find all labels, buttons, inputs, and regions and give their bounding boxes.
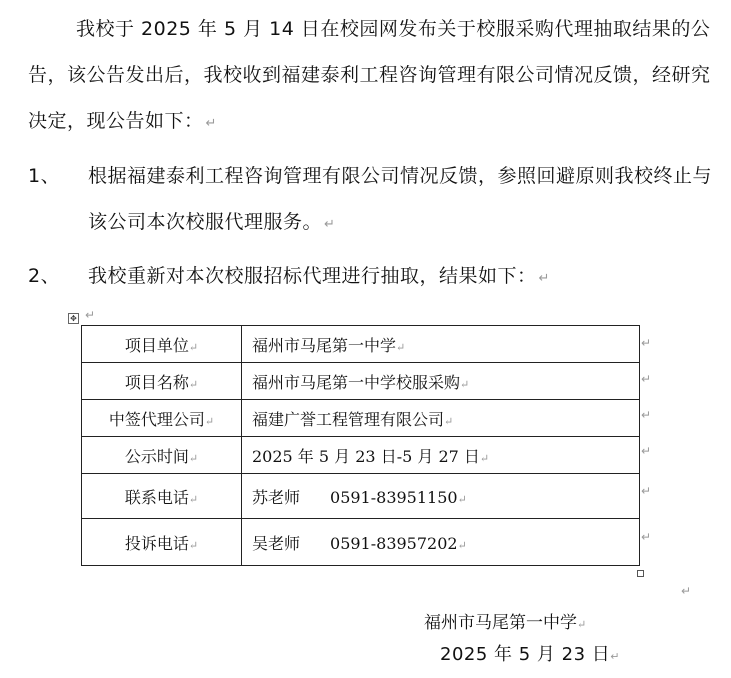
notice-item-text: 根据福建泰利工程咨询管理有限公司情况反馈，参照回避原则我校终止与该公司本次校服代理服务。 ↵ [88,165,713,233]
paragraph-mark-icon: ↵ [205,116,217,131]
row-end-mark-icon: ↵ [641,530,652,544]
row-end-mark-icon: ↵ [641,336,652,350]
table-value-cell: 福州市马尾第一中学↵ [242,326,640,363]
contact-name: 苏老师 [252,487,301,507]
table-value-cell: 福州市马尾第一中学校服采购↵ [242,363,640,400]
table-row [82,437,640,474]
paragraph-mark-icon: ↵ [681,584,692,598]
table-value-cell: 吴老师 0591-83957202↵ [242,519,640,566]
notice-intro-text: 我校于 2025 年 5 月 14 日在校园网发布关于校服采购代理抽取结果的公告，该公告发出后，我校收到福建泰利工程咨询管理有限公司情况反馈，经研究决定，现公告如下： [28,18,711,132]
notice-intro-paragraph [28,6,718,147]
table-row [82,474,640,519]
table-label-cell: 投诉电话↵ [82,519,242,566]
paragraph-mark-icon: ↵ [85,308,96,322]
table-value-cell: 2025 年 5 月 23 日-5 月 27 日↵ [242,437,640,474]
table-row [82,326,640,363]
notice-item-number: 2、 [28,265,61,287]
table-value-cell: 福建广誉工程管理有限公司↵ [242,400,640,437]
table-label-cell: 联系电话↵ [82,474,242,519]
contact-phone: 0591-83951150 [330,487,458,507]
notice-item-number: 1、 [28,165,61,187]
paragraph-mark-icon: ↵ [324,217,336,232]
signature-date: 2025 年 5 月 23 日↵ [440,644,620,665]
table-row [82,363,640,400]
row-end-mark-icon: ↵ [641,372,652,386]
table-value-cell: 苏老师 0591-83951150↵ [242,474,640,519]
signature-school: 福州市马尾第一中学↵ [424,613,587,633]
table-label-cell: 公示时间↵ [82,437,242,474]
contact-phone: 0591-83957202 [330,533,458,553]
row-end-mark-icon: ↵ [641,444,652,458]
table-row [82,400,640,437]
contact-name: 吴老师 [252,533,301,553]
table-label-cell: 项目名称↵ [82,363,242,400]
table-row [82,519,640,566]
notice-item-text: 我校重新对本次校服招标代理进行抽取，结果如下： ↵ [88,265,550,287]
row-end-mark-icon: ↵ [641,408,652,422]
result-table [81,325,640,566]
table-move-handle-icon[interactable]: ✥ [68,313,79,324]
table-resize-handle-icon[interactable] [637,570,644,577]
table-label-cell: 项目单位↵ [82,326,242,363]
row-end-mark-icon: ↵ [641,484,652,498]
paragraph-mark-icon: ↵ [538,271,550,286]
table-label-cell: 中签代理公司↵ [82,400,242,437]
